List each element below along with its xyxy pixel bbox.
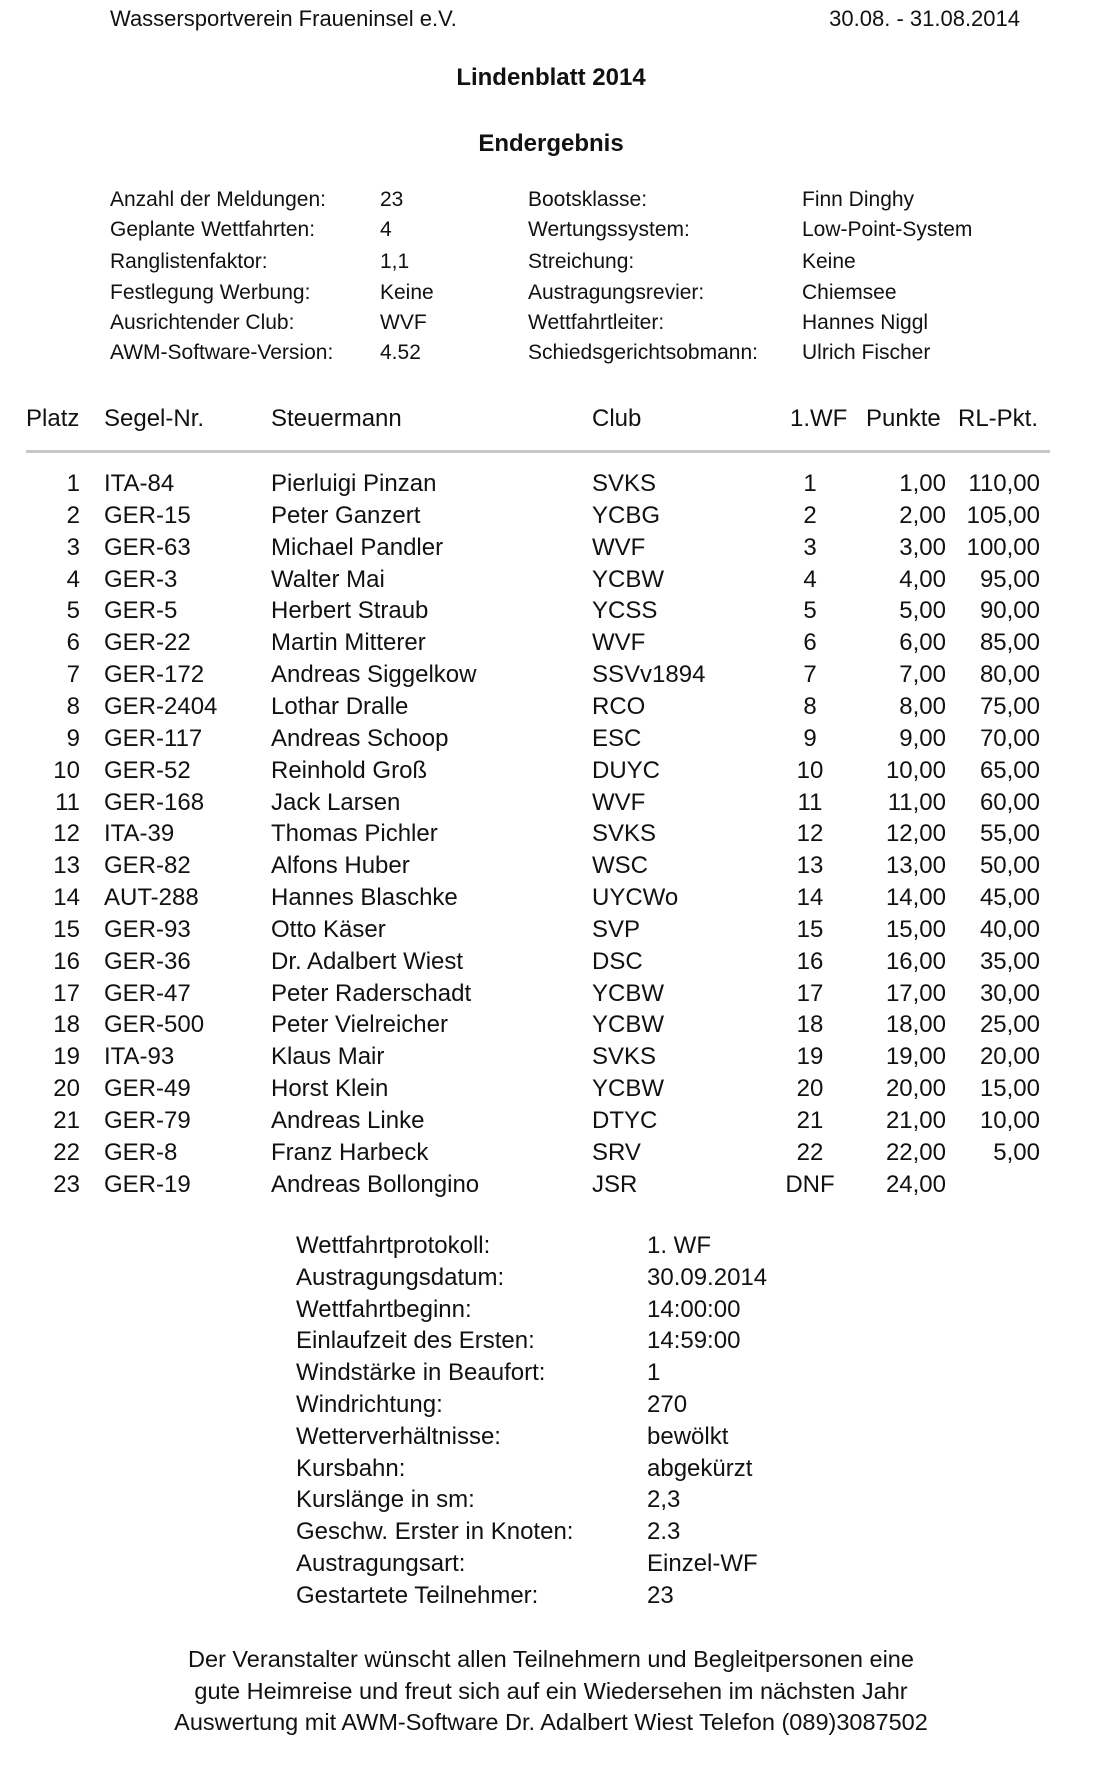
cell-1wf: 1 — [803, 470, 817, 497]
cell-club: YCSS — [592, 597, 658, 625]
protocol-label: Austragungsart: — [296, 1550, 466, 1577]
cell-1wf: 19 — [796, 1043, 824, 1071]
meta-label: AWM-Software-Version: — [110, 341, 334, 364]
event-dates: 30.08. - 31.08.2014 — [829, 6, 1020, 31]
table-row — [0, 566, 1102, 598]
table-row — [0, 597, 1102, 629]
cell-platz: 2 — [66, 501, 80, 529]
col-header-club: Club — [592, 405, 642, 432]
protocol-value: 2,3 — [647, 1486, 681, 1514]
cell-rl-pkt: 10,00 — [979, 1107, 1040, 1134]
meta-value: WVF — [380, 311, 427, 334]
meta-label: Austragungsrevier: — [528, 281, 705, 304]
cell-platz: 9 — [66, 724, 80, 752]
protocol-label: Wettfahrtprotokoll: — [296, 1232, 491, 1259]
cell-punkte: 3,00 — [899, 533, 946, 561]
cell-segel-nr: GER-47 — [104, 979, 191, 1007]
meta-value: Finn Dinghy — [802, 188, 915, 211]
club-header: Wassersportverein Fraueninsel e.V. — [110, 6, 457, 31]
cell-rl-pkt: 70,00 — [979, 724, 1040, 752]
cell-rl-pkt: 5,00 — [993, 1138, 1040, 1166]
cell-1wf: 13 — [796, 852, 824, 880]
cell-1wf: 20 — [796, 1075, 824, 1103]
cell-punkte: 13,00 — [885, 852, 946, 880]
cell-platz: 10 — [53, 756, 80, 784]
col-header-rl-pkt: RL-Pkt. — [958, 405, 1039, 432]
table-row — [0, 470, 1102, 502]
table-row — [0, 693, 1102, 725]
cell-platz: 4 — [66, 565, 80, 593]
protocol-value: Einzel-WF — [647, 1550, 758, 1577]
cell-platz: 14 — [53, 884, 80, 912]
cell-segel-nr: GER-22 — [104, 629, 191, 657]
cell-club: SVKS — [592, 820, 657, 848]
cell-steuermann: Pierluigi Pinzan — [271, 470, 437, 497]
protocol-value: 270 — [647, 1391, 688, 1418]
cell-steuermann: Alfons Huber — [271, 852, 410, 880]
footer-line: Der Veranstalter wünscht allen Teilnehmern und Begleitpersonen eine — [188, 1646, 914, 1672]
cell-steuermann: Herbert Straub — [271, 597, 429, 625]
cell-club: SVKS — [592, 1043, 657, 1071]
cell-club: SVP — [592, 915, 641, 943]
cell-platz: 11 — [55, 788, 80, 816]
cell-1wf: 21 — [796, 1107, 824, 1134]
cell-platz: 21 — [53, 1107, 80, 1134]
table-row — [0, 820, 1102, 852]
cell-segel-nr: GER-8 — [104, 1138, 178, 1166]
table-row — [0, 980, 1102, 1012]
cell-segel-nr: GER-5 — [104, 597, 178, 625]
cell-segel-nr: GER-2404 — [104, 692, 218, 720]
protocol-value: 30.09.2014 — [647, 1263, 768, 1291]
cell-rl-pkt: 20,00 — [979, 1043, 1040, 1071]
table-row — [0, 629, 1102, 661]
cell-punkte: 6,00 — [899, 629, 946, 657]
cell-1wf: 11 — [797, 788, 823, 816]
header-divider — [26, 450, 1050, 453]
cell-1wf: 8 — [803, 692, 817, 720]
cell-punkte: 21,00 — [885, 1107, 946, 1134]
cell-steuermann: Michael Pandler — [271, 533, 444, 561]
cell-steuermann: Andreas Siggelkow — [271, 661, 477, 689]
cell-punkte: 20,00 — [885, 1075, 946, 1103]
cell-segel-nr: GER-82 — [104, 852, 191, 880]
protocol-value: 1 — [647, 1359, 661, 1387]
cell-steuermann: Peter Ganzert — [271, 501, 421, 529]
cell-segel-nr: GER-79 — [104, 1107, 191, 1134]
cell-segel-nr: GER-172 — [104, 661, 205, 689]
cell-segel-nr: GER-3 — [104, 565, 178, 593]
cell-punkte: 10,00 — [885, 756, 946, 784]
cell-steuermann: Peter Vielreicher — [271, 1011, 448, 1039]
meta-value: 4.52 — [380, 341, 421, 364]
cell-rl-pkt: 30,00 — [979, 979, 1040, 1007]
cell-platz: 15 — [53, 915, 80, 943]
cell-punkte: 19,00 — [885, 1043, 946, 1071]
cell-punkte: 17,00 — [885, 979, 946, 1007]
cell-steuermann: Andreas Schoop — [271, 724, 449, 752]
cell-punkte: 2,00 — [899, 501, 946, 529]
cell-punkte: 5,00 — [899, 597, 946, 625]
table-row — [0, 1107, 1102, 1139]
cell-platz: 17 — [53, 979, 80, 1007]
table-row — [0, 725, 1102, 757]
protocol-label: Austragungsdatum: — [296, 1263, 505, 1291]
cell-club: YCBW — [592, 1075, 664, 1103]
cell-punkte: 4,00 — [899, 565, 946, 593]
cell-steuermann: Dr. Adalbert Wiest — [271, 947, 464, 975]
cell-1wf: 10 — [796, 756, 824, 784]
table-row — [0, 661, 1102, 693]
table-row — [0, 916, 1102, 948]
protocol-value: abgekürzt — [647, 1454, 753, 1482]
protocol-label: Geschw. Erster in Knoten: — [296, 1518, 574, 1546]
cell-punkte: 8,00 — [899, 692, 946, 720]
cell-club: WSC — [592, 852, 648, 880]
meta-value: 23 — [380, 188, 404, 211]
table-row — [0, 1171, 1102, 1203]
cell-steuermann: Franz Harbeck — [271, 1138, 429, 1166]
cell-segel-nr: GER-36 — [104, 947, 191, 975]
cell-steuermann: Andreas Bollongino — [271, 1170, 480, 1198]
cell-segel-nr: GER-117 — [104, 724, 203, 752]
protocol-label: Windrichtung: — [296, 1391, 443, 1418]
cell-steuermann: Hannes Blaschke — [271, 884, 458, 912]
meta-value: Low-Point-System — [802, 218, 973, 241]
cell-punkte: 11,00 — [887, 788, 946, 816]
cell-steuermann: Jack Larsen — [271, 788, 401, 816]
cell-punkte: 22,00 — [885, 1138, 946, 1166]
cell-platz: 1 — [66, 470, 80, 497]
cell-segel-nr: GER-168 — [104, 788, 205, 816]
cell-1wf: 2 — [803, 501, 817, 529]
cell-club: WVF — [592, 629, 646, 657]
cell-segel-nr: AUT-288 — [104, 884, 199, 912]
cell-1wf: 6 — [803, 629, 817, 657]
cell-platz: 23 — [53, 1170, 80, 1198]
cell-punkte: 14,00 — [885, 884, 946, 912]
meta-value: Chiemsee — [802, 281, 897, 304]
cell-rl-pkt: 65,00 — [979, 756, 1040, 784]
meta-value: 1,1 — [380, 250, 410, 273]
cell-rl-pkt: 95,00 — [979, 565, 1040, 593]
col-header-1wf: 1.WF — [790, 405, 848, 432]
footer-line: gute Heimreise und freut sich auf ein Wiedersehen im nächsten Jahr — [194, 1677, 908, 1704]
cell-punkte: 7,00 — [899, 661, 946, 689]
cell-1wf: 9 — [803, 724, 817, 752]
cell-rl-pkt: 40,00 — [979, 915, 1040, 943]
cell-club: DUYC — [592, 756, 661, 784]
cell-punkte: 24,00 — [885, 1170, 946, 1198]
cell-rl-pkt: 90,00 — [979, 597, 1040, 625]
cell-platz: 13 — [53, 852, 80, 880]
meta-value: Keine — [802, 250, 856, 273]
col-header-steuermann: Steuermann — [271, 405, 402, 432]
cell-platz: 7 — [66, 661, 80, 689]
cell-club: DTYC — [592, 1107, 658, 1134]
meta-value: 4 — [380, 218, 392, 241]
meta-value: Ulrich Fischer — [802, 341, 931, 364]
cell-punkte: 18,00 — [885, 1011, 946, 1039]
cell-rl-pkt: 25,00 — [979, 1011, 1040, 1039]
cell-platz: 8 — [66, 692, 80, 720]
cell-steuermann: Lothar Dralle — [271, 692, 409, 720]
table-row — [0, 534, 1102, 566]
table-row — [0, 502, 1102, 534]
cell-club: SVKS — [592, 470, 657, 497]
cell-platz: 19 — [53, 1043, 80, 1071]
meta-label: Festlegung Werbung: — [110, 281, 311, 304]
cell-rl-pkt: 45,00 — [979, 884, 1040, 912]
protocol-label: Kurslänge in sm: — [296, 1486, 475, 1514]
cell-club: SSVv1894 — [592, 661, 706, 689]
cell-rl-pkt: 80,00 — [979, 661, 1040, 689]
cell-punkte: 12,00 — [885, 820, 946, 848]
cell-segel-nr: ITA-84 — [104, 470, 175, 497]
cell-1wf: 22 — [796, 1138, 824, 1166]
col-header-punkte: Punkte — [866, 405, 941, 432]
cell-platz: 22 — [53, 1138, 80, 1166]
cell-1wf: 12 — [796, 820, 824, 848]
cell-platz: 12 — [53, 820, 80, 848]
cell-platz: 3 — [66, 533, 80, 561]
cell-rl-pkt: 55,00 — [979, 820, 1040, 848]
table-row — [0, 852, 1102, 884]
cell-segel-nr: GER-500 — [104, 1011, 205, 1039]
footer-line: Auswertung mit AWM-Software Dr. Adalbert Wiest Telefon (089)3087502 — [174, 1709, 928, 1735]
cell-club: YCBW — [592, 565, 664, 593]
meta-value: Keine — [380, 281, 434, 304]
cell-1wf: DNF — [785, 1170, 835, 1198]
table-row — [0, 1043, 1102, 1075]
cell-steuermann: Thomas Pichler — [271, 820, 438, 848]
cell-steuermann: Walter Mai — [271, 565, 385, 593]
cell-steuermann: Martin Mitterer — [271, 629, 426, 657]
cell-club: YCBG — [592, 501, 661, 529]
meta-label: Ausrichtender Club: — [110, 311, 295, 334]
cell-steuermann: Horst Klein — [271, 1075, 389, 1103]
meta-value: Hannes Niggl — [802, 311, 929, 334]
cell-segel-nr: GER-19 — [104, 1170, 191, 1198]
cell-punkte: 16,00 — [885, 947, 946, 975]
protocol-value: 23 — [647, 1581, 674, 1609]
protocol-label: Gestartete Teilnehmer: — [296, 1581, 539, 1609]
meta-label: Bootsklasse: — [528, 188, 648, 211]
protocol-label: Windstärke in Beaufort: — [296, 1359, 546, 1387]
protocol-value: bewölkt — [647, 1422, 729, 1450]
cell-punkte: 15,00 — [885, 915, 946, 943]
col-header-platz: Platz — [26, 405, 80, 432]
cell-club: YCBW — [592, 979, 664, 1007]
cell-1wf: 3 — [803, 533, 817, 561]
cell-rl-pkt: 60,00 — [979, 788, 1040, 816]
table-row — [0, 757, 1102, 789]
protocol-value: 2.3 — [647, 1518, 681, 1546]
cell-1wf: 5 — [803, 597, 817, 625]
protocol-label: Wetterverhältnisse: — [296, 1422, 501, 1450]
cell-rl-pkt: 100,00 — [966, 533, 1040, 561]
meta-label: Wertungssystem: — [528, 218, 690, 241]
protocol-value: 1. WF — [647, 1232, 711, 1259]
cell-club: UYCWo — [592, 884, 679, 912]
cell-segel-nr: ITA-93 — [104, 1043, 175, 1071]
cell-club: SRV — [592, 1138, 641, 1166]
cell-rl-pkt: 85,00 — [979, 629, 1040, 657]
cell-platz: 16 — [53, 947, 80, 975]
cell-segel-nr: ITA-39 — [104, 820, 175, 848]
cell-1wf: 18 — [796, 1011, 824, 1039]
cell-rl-pkt: 105,00 — [966, 501, 1040, 529]
cell-1wf: 16 — [796, 947, 824, 975]
cell-rl-pkt: 110,00 — [968, 470, 1040, 497]
protocol-label: Kursbahn: — [296, 1454, 406, 1482]
cell-segel-nr: GER-15 — [104, 501, 191, 529]
cell-platz: 18 — [53, 1011, 80, 1039]
cell-platz: 5 — [66, 597, 80, 625]
table-row — [0, 1011, 1102, 1043]
cell-rl-pkt: 75,00 — [979, 692, 1040, 720]
cell-club: JSR — [592, 1170, 638, 1198]
cell-steuermann: Otto Käser — [271, 915, 386, 943]
cell-rl-pkt: 15,00 — [979, 1075, 1040, 1103]
cell-segel-nr: GER-52 — [104, 756, 191, 784]
cell-steuermann: Klaus Mair — [271, 1043, 385, 1071]
table-row — [0, 948, 1102, 980]
meta-label: Schiedsgerichtsobmann: — [528, 341, 758, 364]
cell-platz: 20 — [53, 1075, 80, 1103]
cell-1wf: 15 — [796, 915, 824, 943]
cell-steuermann: Peter Raderschadt — [271, 979, 472, 1007]
protocol-value: 14:59:00 — [647, 1327, 741, 1355]
cell-1wf: 4 — [803, 565, 817, 593]
table-row — [0, 1075, 1102, 1107]
cell-segel-nr: GER-63 — [104, 533, 191, 561]
cell-steuermann: Reinhold Groß — [271, 756, 428, 784]
cell-platz: 6 — [66, 629, 80, 657]
table-row — [0, 789, 1102, 821]
meta-label: Ranglistenfaktor: — [110, 250, 268, 273]
cell-1wf: 17 — [796, 979, 824, 1007]
cell-rl-pkt: 35,00 — [979, 947, 1040, 975]
cell-1wf: 14 — [796, 884, 824, 912]
page-subtitle: Endergebnis — [478, 130, 624, 157]
page-title: Lindenblatt 2014 — [456, 64, 646, 91]
cell-1wf: 7 — [803, 661, 817, 689]
cell-club: WVF — [592, 788, 646, 816]
col-header-segel-nr: Segel-Nr. — [104, 405, 205, 432]
protocol-value: 14:00:00 — [647, 1295, 741, 1323]
meta-label: Anzahl der Meldungen: — [110, 188, 326, 211]
protocol-label: Wettfahrtbeginn: — [296, 1295, 472, 1323]
cell-rl-pkt: 50,00 — [979, 852, 1040, 880]
meta-label: Geplante Wettfahrten: — [110, 218, 316, 241]
cell-punkte: 1,00 — [899, 470, 946, 497]
meta-label: Wettfahrtleiter: — [528, 311, 665, 334]
cell-segel-nr: GER-49 — [104, 1075, 191, 1103]
cell-club: DSC — [592, 947, 643, 975]
cell-club: YCBW — [592, 1011, 664, 1039]
cell-segel-nr: GER-93 — [104, 915, 191, 943]
protocol-label: Einlaufzeit des Ersten: — [296, 1327, 535, 1355]
cell-club: WVF — [592, 533, 646, 561]
cell-club: RCO — [592, 692, 646, 720]
cell-punkte: 9,00 — [899, 724, 946, 752]
cell-club: ESC — [592, 724, 642, 752]
table-row — [0, 884, 1102, 916]
table-row — [0, 1139, 1102, 1171]
cell-steuermann: Andreas Linke — [271, 1107, 425, 1134]
meta-label: Streichung: — [528, 250, 635, 273]
